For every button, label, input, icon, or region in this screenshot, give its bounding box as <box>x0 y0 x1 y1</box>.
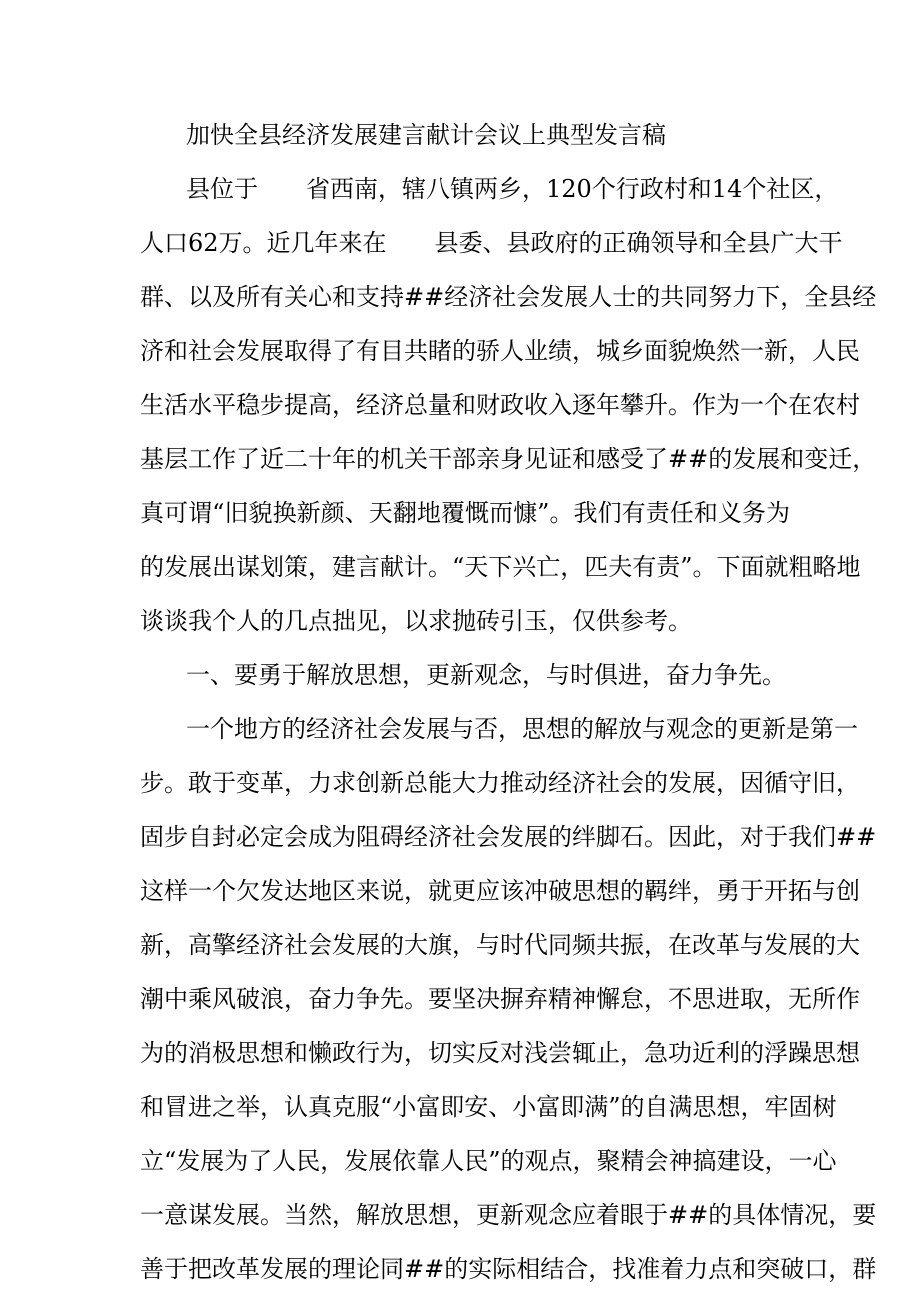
section-heading-1: 一、要勇于解放思想，更新观念，与时俱进，奋力争先。 <box>186 661 786 689</box>
paragraph-2-line-6: 潮中乘风破浪，奋力争先。要坚决摒弃精神懈怠，不思进取，无所作 <box>140 985 860 1013</box>
paragraph-2-line-1: 一个地方的经济社会发展与否，思想的解放与观念的更新是第一 <box>186 715 858 743</box>
paragraph-1-line-7: 真可谓“旧貌换新颜、天翻地覆慨而慷”。我们有责任和义务为 <box>140 499 790 527</box>
paragraph-2-line-9: 立“发展为了人民，发展依靠人民”的观点，聚精会神搞建设，一心 <box>140 1147 837 1175</box>
paragraph-2-line-3: 固步自封必定会成为阻碍经济社会发展的绊脚石。因此，对于我们## <box>140 823 877 851</box>
paragraph-1-line-8: 的发展出谋划策，建言献计。“天下兴亡，匹夫有责”。下面就粗略地 <box>140 553 861 581</box>
paragraph-2-line-2: 步。敢于变革，力求创新总能大力推动经济社会的发展，因循守旧， <box>140 769 860 797</box>
paragraph-1-line-3: 群、以及所有关心和支持##经济社会发展人士的共同努力下，全县经 <box>140 283 877 311</box>
paragraph-1-line-1: 县位于 省西南，辖八镇两乡，120个行政村和14个社区， <box>186 175 839 203</box>
paragraph-1-line-2: 人口62万。近几年来在 县委、县政府的正确领导和全县广大干 <box>140 229 843 257</box>
paragraph-2-line-7: 为的消极思想和懒政行为，切实反对浅尝辄止，急功近利的浮躁思想 <box>140 1039 860 1067</box>
paragraph-2-line-8: 和冒进之举，认真克服“小富即安、小富即满”的自满思想，牢固树 <box>140 1093 837 1121</box>
paragraph-1-line-9: 谈谈我个人的几点拙见，以求抛砖引玉，仅供参考。 <box>140 607 692 635</box>
paragraph-2-line-5: 新，高擎经济社会发展的大旗，与时代同频共振，在改革与发展的大 <box>140 931 860 959</box>
paragraph-2-line-4: 这样一个欠发达地区来说，就更应该冲破思想的羁绊，勇于开拓与创 <box>140 877 860 905</box>
document-title: 加快全县经济发展建言献计会议上典型发言稿 <box>186 121 666 149</box>
paragraph-2-line-10: 一意谋发展。当然，解放思想，更新观念应着眼于##的具体情况，要 <box>140 1201 877 1229</box>
paragraph-2-line-11: 善于把改革发展的理论同##的实际相结合，找准着力点和突破口，群 <box>140 1255 877 1283</box>
paragraph-1-line-4: 济和社会发展取得了有目共睹的骄人业绩，城乡面貌焕然一新，人民 <box>140 337 860 365</box>
paragraph-1-line-5: 生活水平稳步提高，经济总量和财政收入逐年攀升。作为一个在农村 <box>140 391 860 419</box>
paragraph-1-line-6: 基层工作了近二十年的机关干部亲身见证和感受了##的发展和变迁， <box>140 445 877 473</box>
